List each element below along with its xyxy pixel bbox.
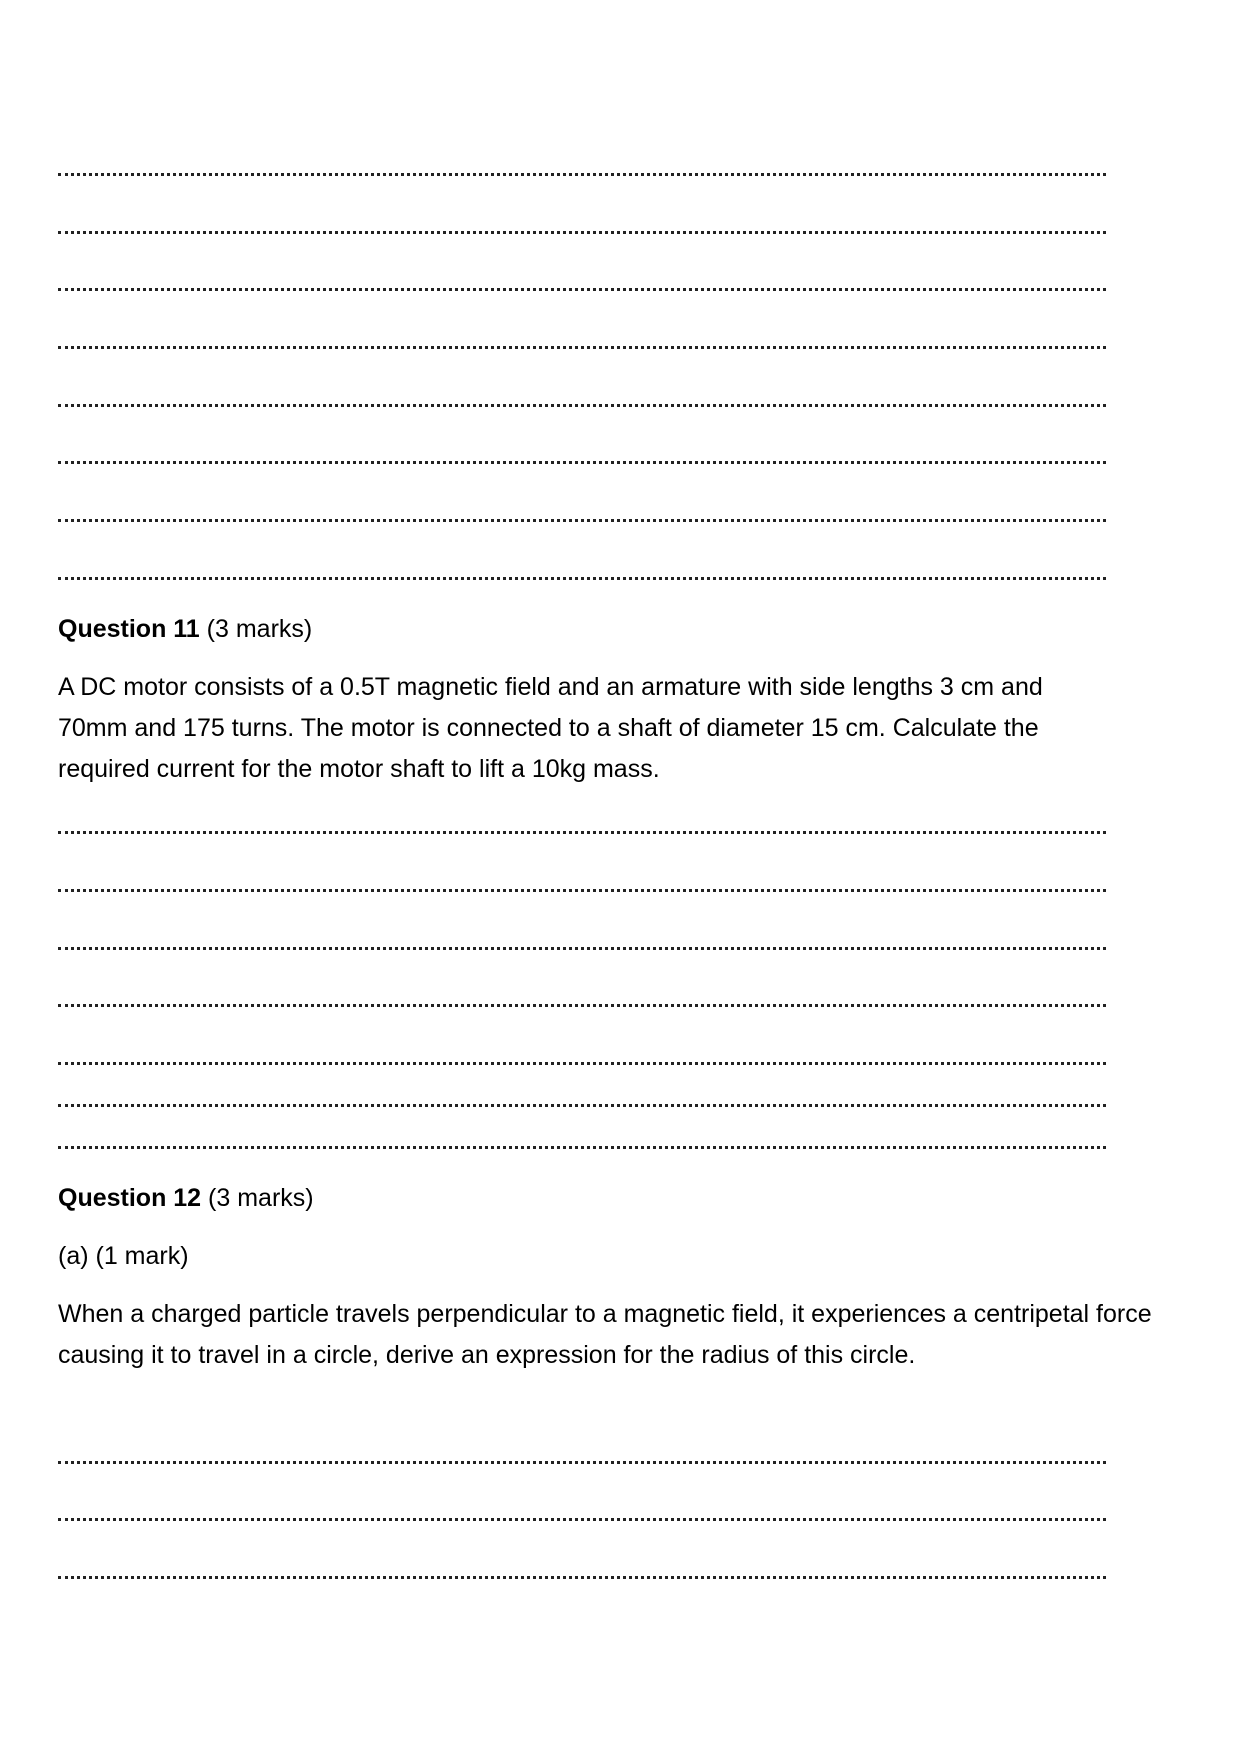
question-12-marks: (3 marks)	[208, 1184, 314, 1212]
answer-line[interactable]	[58, 1576, 1106, 1579]
answer-line[interactable]	[58, 231, 1106, 234]
answer-line[interactable]	[58, 577, 1106, 580]
answer-line[interactable]	[58, 1518, 1106, 1521]
answer-line[interactable]	[58, 173, 1106, 176]
answer-line[interactable]	[58, 519, 1106, 522]
answer-line[interactable]	[58, 1004, 1106, 1007]
answer-line[interactable]	[58, 404, 1106, 407]
answer-line[interactable]	[58, 346, 1106, 349]
question-11-text: A DC motor consists of a 0.5T magnetic field and an armature with side lengths 3 cm and 70mm and 175 turns. The motor is connected to a shaft of diameter 15 cm. Calculate the required current for the motor shaft to lift a 10kg mass.	[58, 673, 1043, 783]
question-12-label: Question 12	[58, 1184, 202, 1212]
answer-line[interactable]	[58, 831, 1106, 834]
question-12-heading	[58, 1183, 314, 1213]
question-11-label: Question 11	[58, 615, 200, 643]
answer-line[interactable]	[58, 288, 1106, 291]
question-11-heading	[58, 614, 312, 644]
question-12a-text: When a charged particle travels perpendicular to a magnetic field, it experiences a centripetal force causing it to travel in a circle, derive an expression for the radius of this circle.	[58, 1300, 1152, 1369]
answer-line[interactable]	[58, 461, 1106, 464]
answer-line[interactable]	[58, 1062, 1106, 1065]
answer-line[interactable]	[58, 1146, 1106, 1149]
question-12a-label: (a) (1 mark)	[58, 1242, 189, 1270]
question-11-marks: (3 marks)	[206, 615, 313, 643]
answer-line[interactable]	[58, 1104, 1106, 1107]
answer-line[interactable]	[58, 1461, 1106, 1464]
answer-line[interactable]	[58, 947, 1106, 950]
answer-line[interactable]	[58, 889, 1106, 892]
